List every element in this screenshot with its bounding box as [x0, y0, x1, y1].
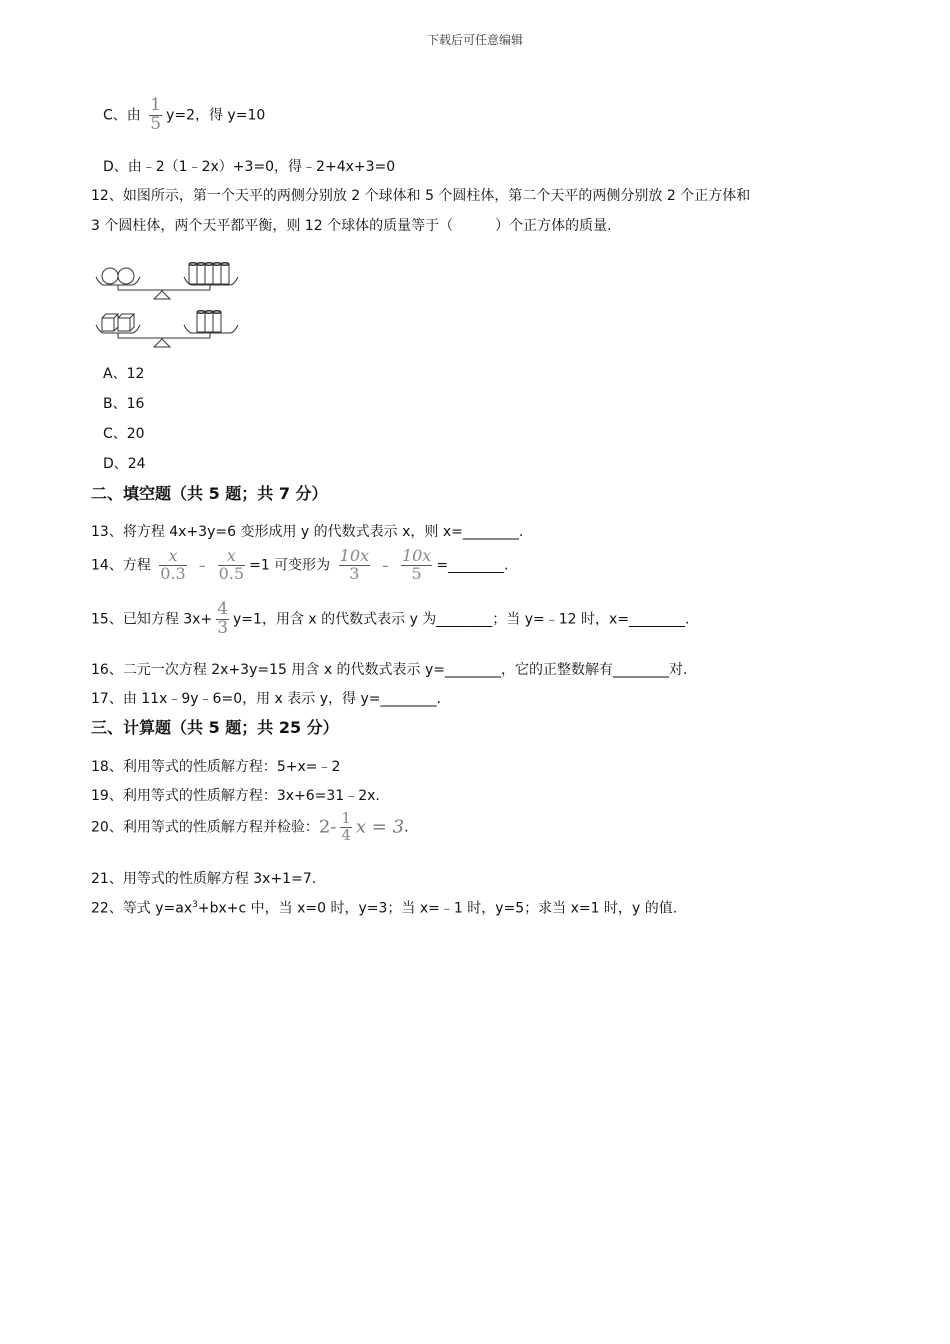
q19: 19、利用等式的性质解方程：3x+6=31﹣2x.: [91, 788, 380, 804]
minus-sign: ﹣: [378, 557, 393, 574]
page-header: 下载后可任意编辑: [426, 33, 523, 47]
fraction-x-over-0.5: [218, 548, 245, 583]
q22: [91, 901, 677, 916]
section-2-heading: 二、填空题（共 5 题；共 7 分）: [91, 484, 328, 503]
q16: 16、二元一次方程 2x+3y=15 用含 x 的代数式表示 y=________，它的正整数解有________对.: [91, 662, 688, 678]
q20-prefix: 20、利用等式的性质解方程并检验：: [91, 819, 319, 836]
fulcrum-1: [154, 291, 170, 299]
fraction-10x-over-5: [401, 548, 432, 583]
cylinders-bottom: [197, 311, 221, 333]
q11-option-c: [103, 97, 265, 134]
q22-exponent: 3: [192, 900, 198, 910]
q20-equation: [319, 811, 404, 844]
fraction-denominator: 4: [341, 825, 351, 844]
q11-option-d: D、由﹣2（1﹣2x）+3=0，得﹣2+4x+3=0: [103, 159, 396, 175]
q13: 13、将方程 4x+3y=6 变形成用 y 的代数式表示 x，则 x=________.: [91, 524, 524, 540]
q14: [91, 548, 509, 583]
fraction-numerator: 10x: [339, 546, 370, 565]
fulcrum-2: [154, 339, 170, 347]
fraction-numerator: 1: [341, 809, 351, 827]
q12-stem-line1: 12、如图所示，第一个天平的两侧分别放 2 个球体和 5 个圆柱体，第二个天平的两侧分别放 2 个正方体和: [91, 188, 751, 204]
fraction-denominator: 5: [150, 113, 162, 134]
balance-scale-figure: [92, 256, 244, 352]
q15-suffix: y=1，用含 x 的代数式表示 y 为________；当 y=﹣12 时，x=________.: [233, 611, 690, 628]
q20-eq-right: x = 3: [355, 816, 405, 838]
q12-stem-line2: 3 个圆柱体，两个天平都平衡，则 12 个球体的质量等于（ ）个正方体的质量.: [91, 218, 612, 234]
fraction-one-quarter: [340, 811, 352, 844]
fraction-numerator: x: [159, 548, 186, 566]
fraction-one-fifth: [149, 97, 162, 134]
q11-c-suffix: y=2，得 y=10: [166, 107, 266, 124]
cubes: [102, 314, 134, 331]
fraction-10x-over-3: [339, 548, 370, 583]
fraction-numerator: 4: [217, 599, 229, 619]
fraction-x-over-0.3: [159, 548, 186, 583]
sphere-2: [118, 268, 134, 284]
q11-c-prefix: C、由: [103, 107, 141, 124]
section-3-heading: 三、计算题（共 5 题；共 25 分）: [91, 718, 339, 737]
sphere-1: [102, 268, 118, 284]
q22-prefix: 22、等式 y=ax: [91, 900, 193, 917]
q15: [91, 601, 690, 638]
fraction-denominator: 3: [217, 617, 229, 638]
q12-option-a: A、12: [103, 366, 145, 382]
fraction-denominator: 0.5: [218, 563, 245, 583]
q12-option-c: C、20: [103, 426, 145, 442]
q14-suffix: =________.: [436, 557, 509, 574]
q18: 18、利用等式的性质解方程：5+x=﹣2: [91, 759, 341, 775]
q20: [91, 811, 409, 844]
fraction-denominator: 3: [349, 563, 360, 583]
cylinders-top: [189, 263, 229, 285]
minus-sign: ﹣: [195, 557, 210, 574]
fraction-denominator: 5: [411, 563, 422, 583]
fraction-numerator: 1: [150, 95, 162, 115]
q14-middle: =1 可变形为: [249, 557, 331, 574]
fraction-numerator: 10x: [401, 546, 432, 565]
q14-prefix: 14、方程: [91, 557, 151, 574]
fraction-four-thirds: [216, 601, 229, 638]
q12-option-d: D、24: [103, 456, 146, 472]
q22-suffix: +bx+c 中，当 x=0 时，y=3；当 x=﹣1 时，y=5；求当 x=1 时，y 的值.: [197, 900, 678, 917]
q15-prefix: 15、已知方程 3x+: [91, 611, 213, 628]
q12-option-b: B、16: [103, 396, 145, 412]
q20-suffix: .: [404, 819, 409, 836]
q21: 21、用等式的性质解方程 3x+1=7.: [91, 871, 317, 887]
q20-eq-left: 2-: [318, 816, 337, 838]
q17: 17、由 11x﹣9y﹣6=0，用 x 表示 y，得 y=________.: [91, 691, 441, 707]
fraction-numerator: x: [218, 548, 245, 566]
fraction-denominator: 0.3: [160, 563, 186, 583]
